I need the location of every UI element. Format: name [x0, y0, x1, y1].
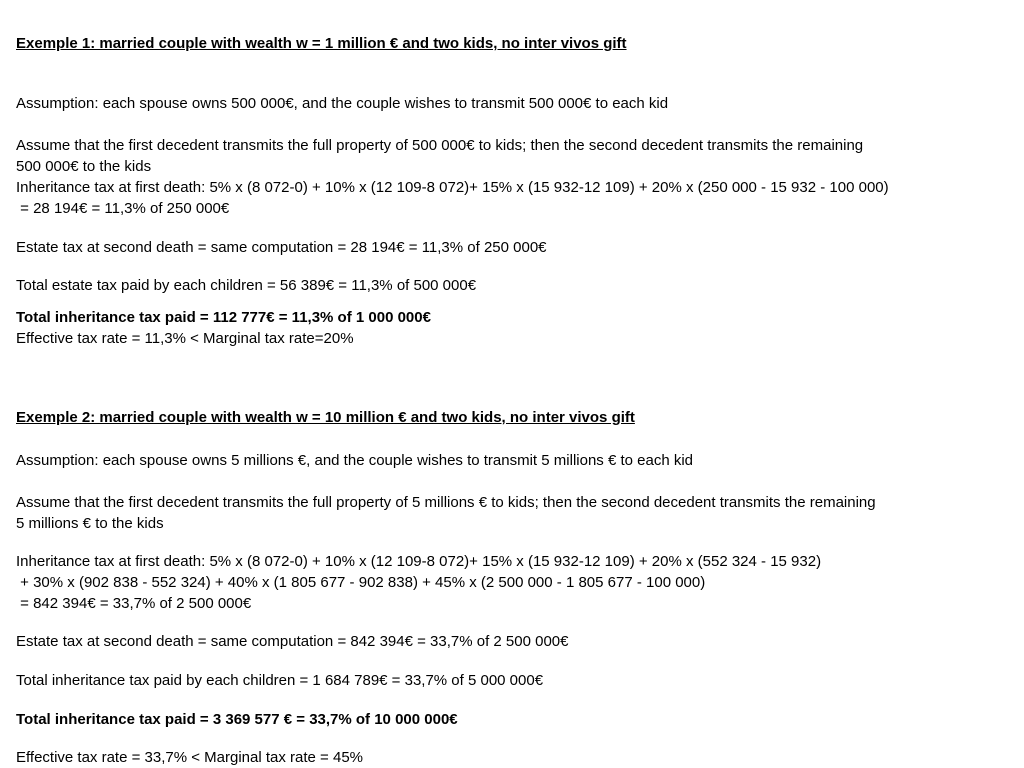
example2-total: Total inheritance tax paid = 3 369 577 € = 33,7% of 10 000 000€: [16, 711, 458, 728]
example1-second-death: Estate tax at second death = same computation = 28 194€ = 11,3% of 250 000€: [16, 239, 547, 256]
example2-per-child: Total inheritance tax paid by each children = 1 684 789€ = 33,7% of 5 000 000€: [16, 672, 544, 689]
example2-first-death-line3: = 842 394€ = 33,7% of 2 500 000€: [16, 595, 252, 612]
example1-assumption: Assumption: each spouse owns 500 000€, and the couple wishes to transmit 500 000€ to each kid: [16, 95, 669, 112]
example2-effective-rate: Effective tax rate = 33,7% < Marginal tax rate = 45%: [16, 749, 363, 766]
example2-transmit-line1: Assume that the first decedent transmits the full property of 5 millions € to kids; then the second decedent transmits the remaining: [16, 494, 876, 511]
example2-second-death: Estate tax at second death = same computation = 842 394€ = 33,7% of 2 500 000€: [16, 633, 569, 650]
example1-transmit-line2: 500 000€ to the kids: [16, 158, 152, 175]
example2-first-death-line2: + 30% x (902 838 - 552 324) + 40% x (1 805 677 - 902 838) + 45% x (2 500 000 - 1 805 677 - 100 000): [16, 574, 706, 591]
example2-assumption: Assumption: each spouse owns 5 millions €, and the couple wishes to transmit 5 millions € to each kid: [16, 452, 694, 469]
example2-title: Exemple 2: married couple with wealth w = 10 million € and two kids, no inter vivos gift: [16, 409, 635, 426]
example2-first-death-line1: Inheritance tax at first death: 5% x (8 072-0) + 10% x (12 109-8 072)+ 15% x (15 932-12 109) + 20% x (552 324 - 15 932): [16, 553, 822, 570]
example1-title: Exemple 1: married couple with wealth w = 1 million € and two kids, no inter vivos gift: [16, 35, 627, 52]
example2-transmit-line2: 5 millions € to the kids: [16, 515, 164, 532]
example1-per-child: Total estate tax paid by each children = 56 389€ = 11,3% of 500 000€: [16, 277, 477, 294]
example1-total: Total inheritance tax paid = 112 777€ = 11,3% of 1 000 000€: [16, 309, 431, 326]
example1-first-death-line2: = 28 194€ = 11,3% of 250 000€: [16, 200, 230, 217]
example1-effective-rate: Effective tax rate = 11,3% < Marginal tax rate=20%: [16, 330, 354, 347]
example1-transmit-line1: Assume that the first decedent transmits the full property of 500 000€ to kids; then the second decedent transmits the remaining: [16, 137, 864, 154]
example1-first-death-line1: Inheritance tax at first death: 5% x (8 072-0) + 10% x (12 109-8 072)+ 15% x (15 932-12 109) + 20% x (250 000 - 15 932 - 100 000): [16, 179, 889, 196]
